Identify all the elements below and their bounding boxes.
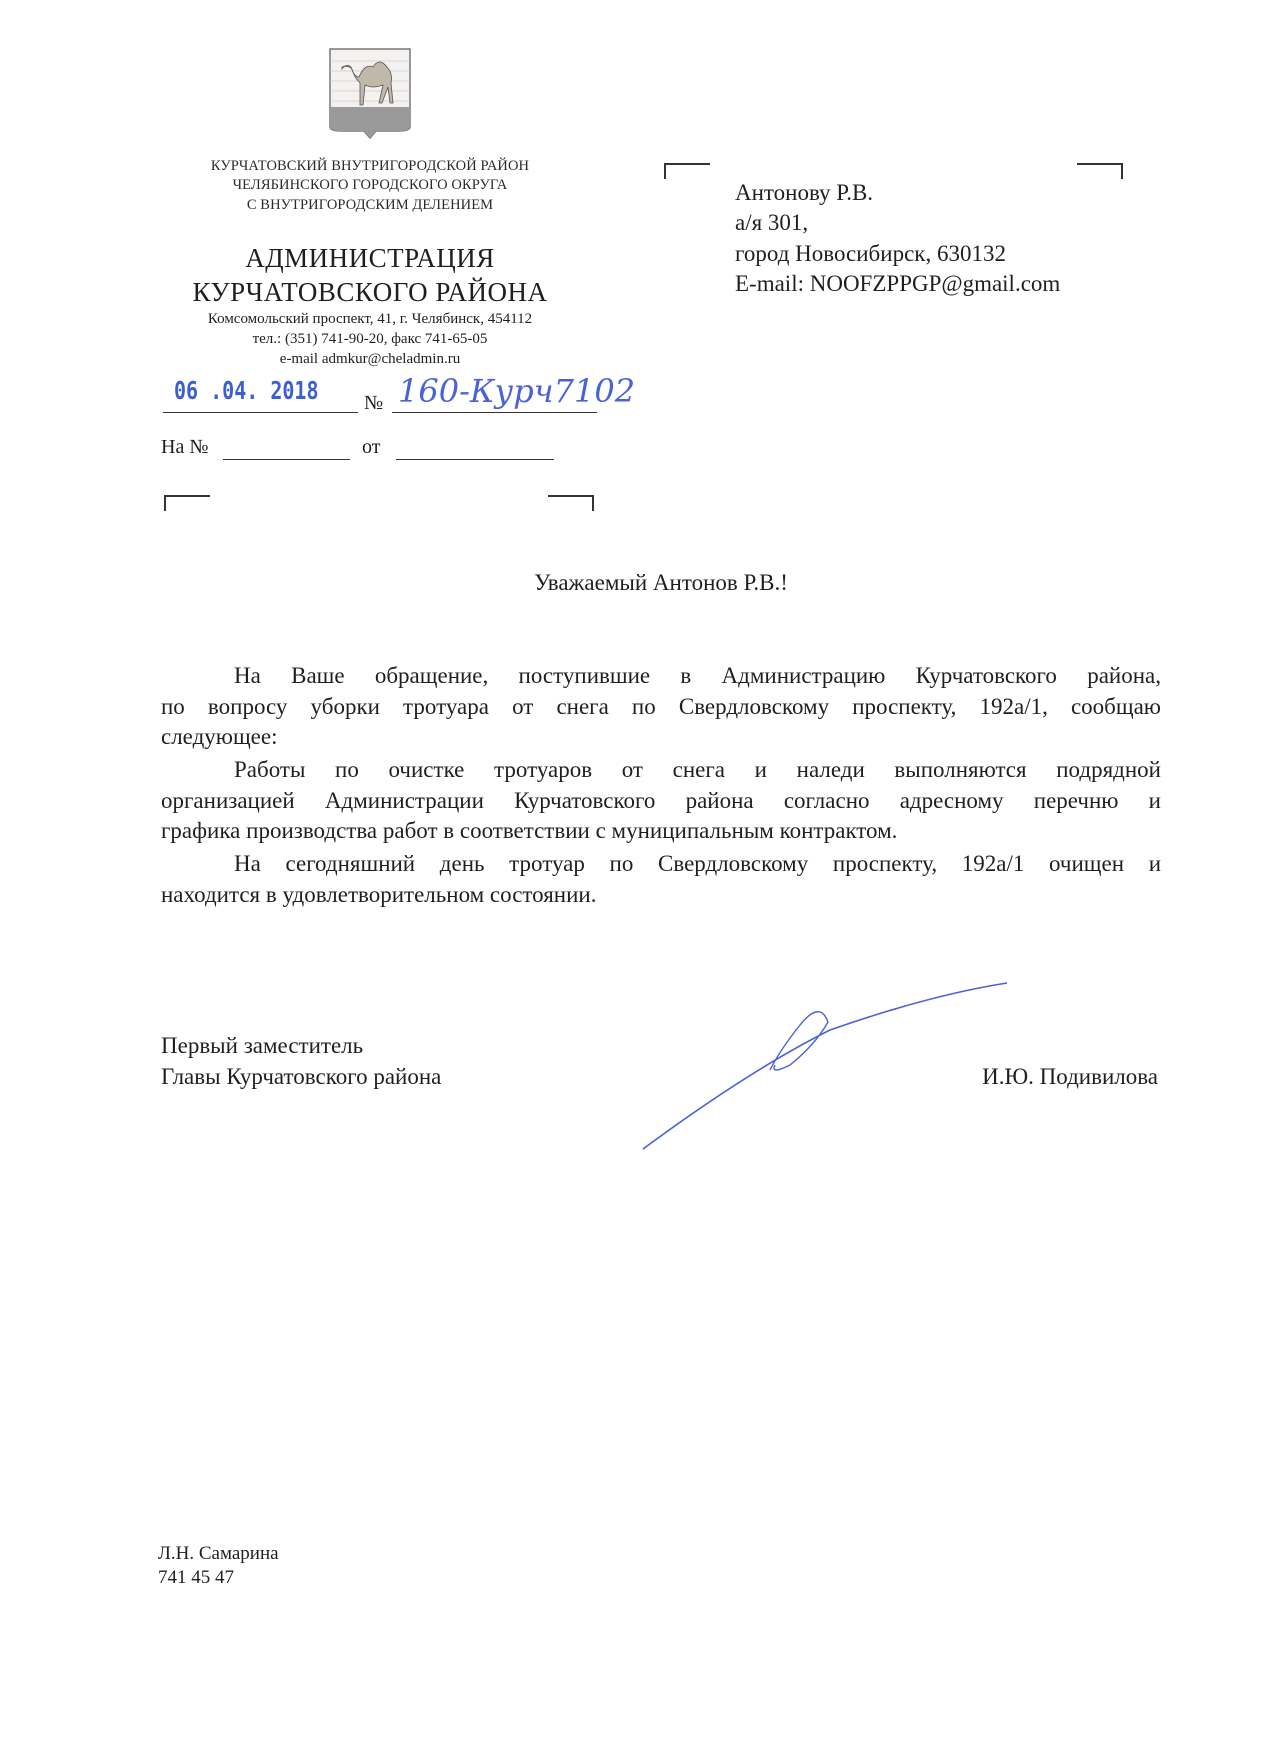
reply-to-label: На № — [161, 436, 209, 458]
signatory-position: Главы Курчатовского района — [161, 1064, 442, 1089]
district-line: С ВНУТРИГОРОДСКИМ ДЕЛЕНИЕМ — [246, 197, 494, 213]
recipient-email: E-mail: NOOFZPPGP@gmail.com — [735, 271, 1061, 296]
from-label: от — [362, 436, 381, 458]
district-line: ЧЕЛЯБИНСКОГО ГОРОДСКОГО ОКРУГА — [232, 177, 508, 193]
number-label: № — [364, 392, 384, 414]
body-line: На сегодняшний день тротуар по Свердловскому проспекту, 192а/1 очищен и — [234, 851, 1161, 876]
corner-bracket — [1077, 163, 1123, 179]
executor-name: Л.Н. Самарина — [158, 1543, 279, 1564]
corner-bracket — [664, 163, 710, 179]
signatory-position: Первый заместитель — [161, 1033, 364, 1058]
body-line: На Ваше обращение, поступившие в Администрацию Курчатовского района, — [234, 663, 1161, 688]
camel-emblem-icon — [328, 47, 412, 139]
corner-bracket — [548, 495, 594, 511]
recipient-pobox: а/я 301, — [735, 210, 809, 235]
body-line: организацией Администрации Курчатовского района согласно адресному перечню и — [161, 788, 1161, 813]
recipient-city: город Новосибирск, 630132 — [735, 241, 1006, 266]
reply-to-underline — [223, 459, 350, 460]
greeting: Уважаемый Антонов Р.В.! — [534, 570, 788, 595]
org-title: АДМИНИСТРАЦИЯ — [245, 243, 495, 273]
corner-bracket — [164, 495, 210, 511]
signatory-name: И.Ю. Подивилова — [982, 1064, 1158, 1089]
handwritten-signature — [630, 970, 1030, 1160]
handwritten-number: 160-Курч7102 — [398, 372, 636, 410]
date-underline — [163, 412, 358, 413]
body-line: находится в удовлетворительном состоянии. — [161, 882, 597, 907]
org-address: Комсомольский проспект, 41, г. Челябинск, 454112 — [207, 311, 533, 327]
date-stamp: 06 .04. 2018 — [174, 376, 319, 405]
body-line: графика производства работ в соответствии с муниципальным контрактом. — [161, 818, 898, 843]
org-phone: тел.: (351) 741-90-20, факс 741-65-05 — [252, 331, 488, 347]
executor-phone: 741 45 47 — [158, 1567, 234, 1588]
from-underline — [396, 459, 554, 460]
recipient-name: Антонову Р.В. — [735, 180, 874, 205]
org-email: e-mail admkur@cheladmin.ru — [279, 351, 461, 367]
district-line: КУРЧАТОВСКИЙ ВНУТРИГОРОДСКОЙ РАЙОН — [210, 158, 530, 174]
number-underline — [392, 412, 597, 413]
org-title: КУРЧАТОВСКОГО РАЙОНА — [192, 277, 548, 307]
body-line: следующее: — [161, 724, 278, 749]
body-line: по вопросу уборки тротуара от снега по Свердловскому проспекту, 192а/1, сообщаю — [161, 694, 1161, 719]
body-line: Работы по очистке тротуаров от снега и наледи выполняются подрядной — [234, 757, 1161, 782]
